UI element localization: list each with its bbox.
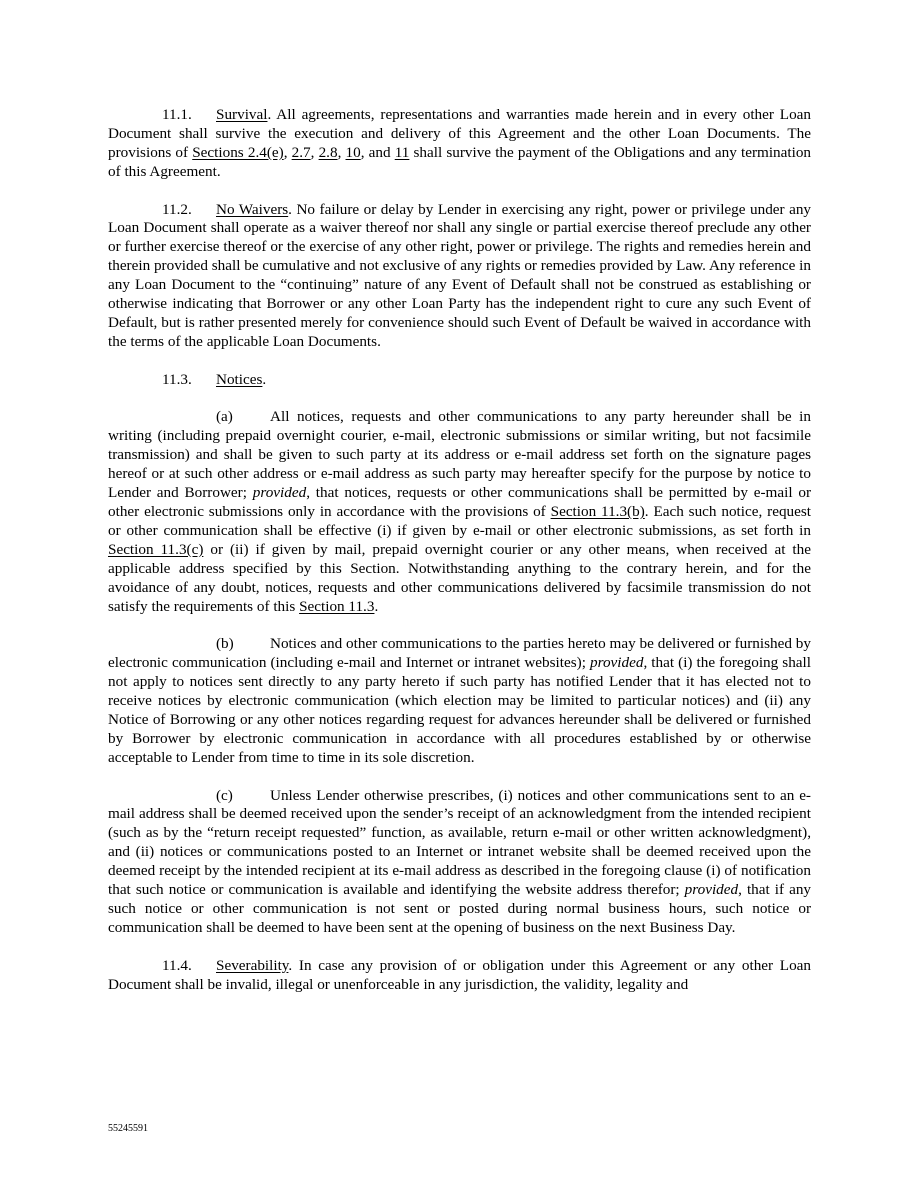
section-reference: Section 11.3(b) bbox=[550, 502, 645, 520]
subsection-label: (a) bbox=[216, 408, 233, 426]
section-number: 11.2. bbox=[162, 200, 192, 218]
subsection-label: (c) bbox=[216, 786, 233, 804]
section-heading: No Waivers bbox=[216, 200, 289, 218]
subsection-label: (b) bbox=[216, 635, 234, 653]
document-page bbox=[108, 106, 811, 1013]
subsection-11-3-c: (c) Unless Lender otherwise prescribes, (i) notices and other communications sent to an e-mail address shall be deemed received upon the sender’s receipt of an acknowledgment from the intended recipient (such as by the “return receipt requested” function, as available, return e-mail or other written acknowledgment), and (ii) notices or communications posted to an Internet or intranet website shall be deemed received upon the deemed receipt by the intended recipient at its e-mail address as described in the foregoing clause (i) of notification that such notice or communication is available and identifying the website address therefor; provided, that if any such notice or other communication is not sent or posted during normal business hours, such notice or communication shall be deemed to have been sent at the opening of business on the next Business Day. bbox=[108, 786, 812, 936]
section-heading: Severability bbox=[216, 956, 289, 974]
section-11-2: 11.2. No Waivers. No failure or delay by Lender in exercising any right, power or privilege under any Loan Document shall operate as a waiver thereof nor shall any single or partial exercise thereof preclude any other or further exercise thereof or the exercise of any other right, power or privilege. The rights and remedies herein and therein provided shall be cumulative and not exclusive of any rights or remedies provided by Law. Any reference in any Loan Document to the “continuing” nature of any Event of Default shall not be construed as establishing or otherwise indicating that Borrower or any other Loan Party has the independent right to cure any such Event of Default, but is rather presented merely for convenience should such Event of Default be waived in accordance with the terms of the applicable Loan Documents. bbox=[108, 200, 812, 350]
section-number: 11.1. bbox=[162, 106, 192, 123]
subsection-11-3-b: (b) Notices and other communications to the parties hereto may be delivered or furnished by electronic communication (including e-mail and Internet or intranet websites); provided, that (i) the foregoing shall not apply to notices sent directly to any party hereto if such party has notified Lender that it has elected not to receive notices by electronic communication (which election may be limited to particular notices) and (ii) any Notice of Borrowing or any other notices regarding request for advances hereunder shall be delivered or furnished by Borrower by electronic communication in accordance with all procedures established by or otherwise acceptable to Lender from time to time in its sole discretion. bbox=[108, 635, 811, 766]
section-reference: 2.8 bbox=[318, 143, 338, 161]
section-reference: 11 bbox=[394, 143, 410, 161]
section-heading: Notices bbox=[216, 370, 263, 388]
section-reference: 10 bbox=[345, 143, 361, 161]
section-11-3: 11.3. Notices. bbox=[162, 370, 267, 388]
section-heading: Survival bbox=[216, 106, 268, 123]
section-reference: 2.7 bbox=[291, 143, 311, 161]
section-reference: Section 11.3(c) bbox=[108, 540, 204, 558]
section-reference: Section 11.3 bbox=[299, 597, 375, 615]
section-number: 11.3. bbox=[162, 370, 192, 388]
section-11-4: 11.4. Severability. In case any provision of or obligation under this Agreement or any other Loan Document shall be invalid, illegal or unenforceable in any jurisdiction, the validity, legality and bbox=[108, 956, 811, 993]
section-11-1: 11.1. Survival. All agreements, representations and warranties made herein and in every other Loan Document shall survive the execution and delivery of this Agreement and the other Loan Documents. The provisions of Sections 2.4(e), 2.7, 2.8, 10, and 11 shall survive the payment of the Obligations and any termination of this Agreement. bbox=[108, 106, 812, 180]
section-reference: Sections 2.4(e) bbox=[192, 143, 284, 161]
document-id-footer: 55245591 bbox=[108, 1123, 148, 1134]
subsection-11-3-a: (a) All notices, requests and other communications to any party hereunder shall be in writing (including prepaid overnight courier, e-mail, electronic submissions or similar writing, but not facsimile transmission) and shall be given to such party at its address or e-mail address set forth on the signature pages hereof or at such other address or e-mail address as such party may hereafter specify for the purpose by notice to Lender and Borrower; provided, that notices, requests or other communications shall be permitted by e-mail or other electronic submissions only in accordance with the provisions of Section 11.3(b). Each such notice, request or other communication shall be effective (i) if given by e-mail or other electronic submissions, as set forth in Section 11.3(c) or (ii) if given by mail, prepaid overnight courier or any other means, when received at the applicable address specified by this Section. Notwithstanding anything to the contrary herein, and for the avoidance of any doubt, notices, requests and other communications delivered by facsimile transmission do not satisfy the requirements of this Section 11.3. bbox=[108, 408, 812, 615]
section-number: 11.4. bbox=[162, 956, 192, 974]
